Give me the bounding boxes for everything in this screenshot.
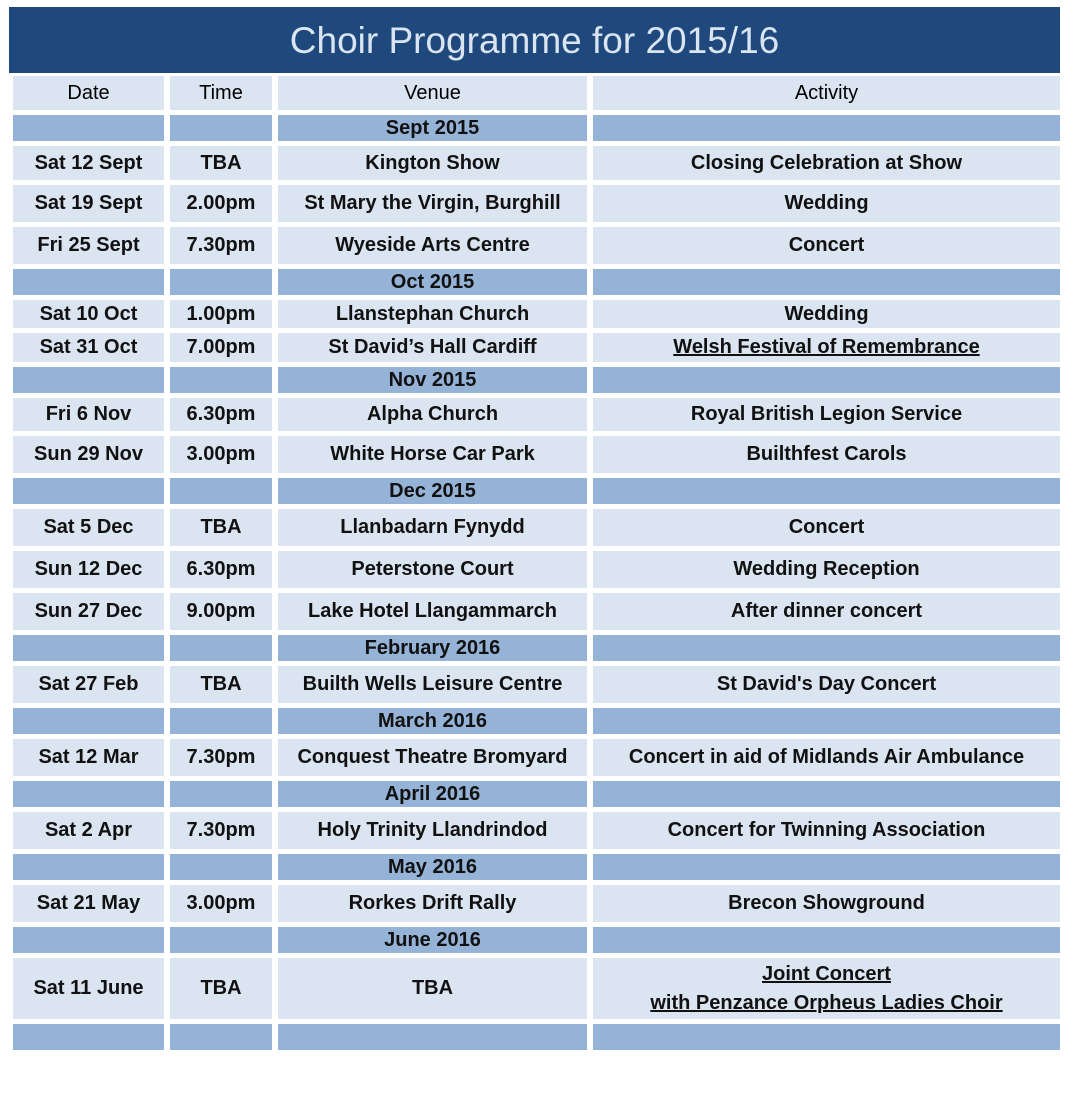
date-cell (13, 115, 164, 141)
activity-cell (593, 854, 1060, 880)
month-label: March 2016 (278, 708, 587, 734)
activity-cell: Brecon Showground (593, 885, 1060, 922)
venue-cell: Llanbadarn Fynydd (278, 509, 587, 546)
table-row (13, 885, 1060, 922)
venue-cell: Conquest Theatre Bromyard (278, 739, 587, 776)
activity-cell (593, 1024, 1060, 1050)
time-cell: 7.30pm (170, 227, 272, 264)
table-row (13, 593, 1060, 630)
month-label: Oct 2015 (278, 269, 587, 295)
activity-cell (593, 708, 1060, 734)
activity-cell: Wedding Reception (593, 551, 1060, 588)
time-cell (170, 1024, 272, 1050)
table-row (13, 398, 1060, 431)
month-row (13, 708, 1060, 734)
header-activity: Activity (593, 76, 1060, 110)
header-venue: Venue (278, 76, 587, 110)
activity-cell (593, 115, 1060, 141)
venue-cell: Wyeside Arts Centre (278, 227, 587, 264)
date-cell: Sat 19 Sept (13, 185, 164, 222)
date-cell: Sun 27 Dec (13, 593, 164, 630)
time-cell (170, 478, 272, 504)
activity-link-line[interactable]: Joint Concert (762, 962, 891, 985)
activity-cell: After dinner concert (593, 593, 1060, 630)
time-cell: TBA (170, 958, 272, 1019)
date-cell: Sun 12 Dec (13, 551, 164, 588)
activity-cell: Concert (593, 227, 1060, 264)
month-label: Dec 2015 (278, 478, 587, 504)
table-row (13, 509, 1060, 546)
venue-cell: Lake Hotel Llangammarch (278, 593, 587, 630)
date-cell: Fri 6 Nov (13, 398, 164, 431)
activity-cell (593, 269, 1060, 295)
table-row (13, 227, 1060, 264)
venue-cell: Builth Wells Leisure Centre (278, 666, 587, 703)
activity-cell[interactable] (593, 333, 1060, 362)
month-row (13, 478, 1060, 504)
date-cell (13, 854, 164, 880)
month-label: May 2016 (278, 854, 587, 880)
activity-cell (593, 635, 1060, 661)
month-row (13, 781, 1060, 807)
month-row (13, 367, 1060, 393)
month-row (13, 269, 1060, 295)
date-cell: Sun 29 Nov (13, 436, 164, 473)
month-row (13, 115, 1060, 141)
table-row (13, 146, 1060, 180)
table-row (13, 333, 1060, 362)
time-cell: 7.30pm (170, 812, 272, 849)
date-cell (13, 708, 164, 734)
time-cell (170, 367, 272, 393)
table-row (13, 666, 1060, 703)
time-cell (170, 115, 272, 141)
activity-cell: St David's Day Concert (593, 666, 1060, 703)
month-row (13, 1024, 1060, 1050)
activity-cell: Royal British Legion Service (593, 398, 1060, 431)
venue-cell: Llanstephan Church (278, 300, 587, 328)
table-row (13, 739, 1060, 776)
date-cell (13, 1024, 164, 1050)
time-cell: TBA (170, 146, 272, 180)
date-cell: Sat 31 Oct (13, 333, 164, 362)
venue-cell: TBA (278, 958, 587, 1019)
venue-cell: Alpha Church (278, 398, 587, 431)
date-cell: Sat 12 Sept (13, 146, 164, 180)
time-cell (170, 708, 272, 734)
time-cell: 7.30pm (170, 739, 272, 776)
venue-cell: Holy Trinity Llandrindod (278, 812, 587, 849)
date-cell (13, 927, 164, 953)
month-label: Nov 2015 (278, 367, 587, 393)
programme-table (13, 76, 1060, 1055)
table-row (13, 436, 1060, 473)
date-cell (13, 367, 164, 393)
venue-cell: Peterstone Court (278, 551, 587, 588)
month-label (278, 1024, 587, 1050)
time-cell: 9.00pm (170, 593, 272, 630)
table-row (13, 812, 1060, 849)
header-time: Time (170, 76, 272, 110)
date-cell: Sat 2 Apr (13, 812, 164, 849)
activity-cell: Concert (593, 509, 1060, 546)
date-cell (13, 269, 164, 295)
month-row (13, 927, 1060, 953)
time-cell: 2.00pm (170, 185, 272, 222)
venue-cell: White Horse Car Park (278, 436, 587, 473)
activity-cell (593, 478, 1060, 504)
time-cell: 6.30pm (170, 398, 272, 431)
time-cell: TBA (170, 509, 272, 546)
month-label: February 2016 (278, 635, 587, 661)
venue-cell: St David’s Hall Cardiff (278, 333, 587, 362)
date-cell: Sat 27 Feb (13, 666, 164, 703)
activity-link-line[interactable]: with Penzance Orpheus Ladies Choir (650, 991, 1003, 1014)
header-date: Date (13, 76, 164, 110)
date-cell (13, 781, 164, 807)
date-cell: Fri 25 Sept (13, 227, 164, 264)
time-cell: 3.00pm (170, 436, 272, 473)
time-cell (170, 269, 272, 295)
date-cell: Sat 10 Oct (13, 300, 164, 328)
month-row (13, 854, 1060, 880)
activity-cell: Closing Celebration at Show (593, 146, 1060, 180)
page-title: Choir Programme for 2015/16 (9, 7, 1060, 73)
activity-cell[interactable] (593, 958, 1060, 1019)
table-row (13, 300, 1060, 328)
date-cell: Sat 5 Dec (13, 509, 164, 546)
activity-cell (593, 781, 1060, 807)
venue-cell: St Mary the Virgin, Burghill (278, 185, 587, 222)
activity-cell (593, 927, 1060, 953)
activity-cell: Wedding (593, 300, 1060, 328)
time-cell: 7.00pm (170, 333, 272, 362)
activity-cell: Wedding (593, 185, 1060, 222)
time-cell (170, 927, 272, 953)
month-row (13, 635, 1060, 661)
date-cell: Sat 12 Mar (13, 739, 164, 776)
month-label: April 2016 (278, 781, 587, 807)
table-row (13, 185, 1060, 222)
table-header-row (13, 76, 1060, 110)
activity-cell (593, 367, 1060, 393)
time-cell: 1.00pm (170, 300, 272, 328)
time-cell (170, 781, 272, 807)
activity-cell: Concert for Twinning Association (593, 812, 1060, 849)
activity-cell: Concert in aid of Midlands Air Ambulance (593, 739, 1060, 776)
date-cell (13, 478, 164, 504)
table-row (13, 551, 1060, 588)
table-row (13, 958, 1060, 1019)
activity-link[interactable]: Welsh Festival of Remembrance (673, 336, 980, 358)
date-cell: Sat 21 May (13, 885, 164, 922)
time-cell (170, 854, 272, 880)
venue-cell: Rorkes Drift Rally (278, 885, 587, 922)
time-cell: 6.30pm (170, 551, 272, 588)
time-cell (170, 635, 272, 661)
month-label: June 2016 (278, 927, 587, 953)
time-cell: 3.00pm (170, 885, 272, 922)
month-label: Sept 2015 (278, 115, 587, 141)
venue-cell: Kington Show (278, 146, 587, 180)
time-cell: TBA (170, 666, 272, 703)
date-cell: Sat 11 June (13, 958, 164, 1019)
date-cell (13, 635, 164, 661)
activity-cell: Builthfest Carols (593, 436, 1060, 473)
